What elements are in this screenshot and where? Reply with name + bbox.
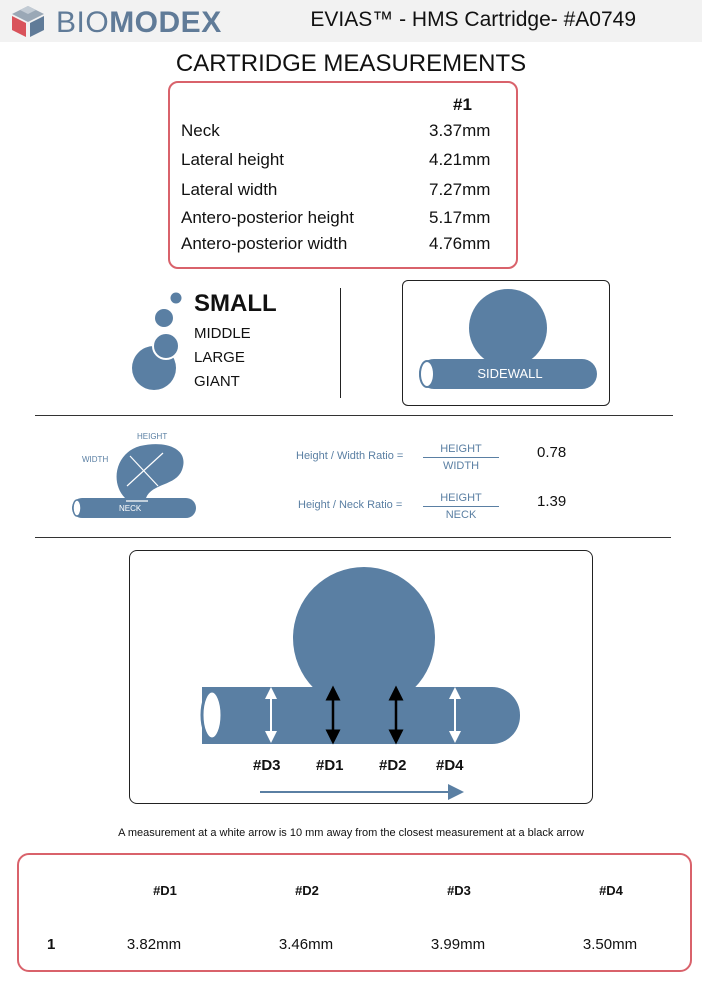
height-neck-fraction [421,492,501,521]
section-divider [35,537,671,538]
section-title: CARTRIDGE MEASUREMENTS [175,50,527,77]
height-width-fraction [421,443,501,472]
measurement-label: Antero-posterior width [181,234,348,253]
neck-label: NECK [119,504,142,513]
diameter-value: 3.46mm [278,936,334,953]
fraction-numerator: HEIGHT [440,492,482,504]
location-label: SIDEWALL [477,366,543,381]
size-class-option: MIDDLE [194,325,251,342]
measurement-label: Lateral height [181,150,285,169]
d4-label: #D4 [436,757,464,774]
height-width-ratio-value: 0.78 [537,444,567,461]
measurement-value: 4.21mm [429,150,491,169]
height-width-ratio-label: Height / Width Ratio = [296,450,404,462]
biomodex-logo [6,4,246,38]
row-index: 1 [47,936,56,953]
height-neck-ratio-value: 1.39 [537,493,567,510]
diameter-value: 3.99mm [430,936,486,953]
diameter-header: #D1 [153,883,177,898]
section-divider [35,415,673,416]
diameter-header: #D3 [447,883,471,898]
d3-label: #D3 [253,757,281,774]
ratio-diagram [70,428,205,523]
height-label: HEIGHT [137,432,168,441]
measurement-label: Antero-posterior height [181,208,354,227]
size-class-option: GIANT [194,373,240,390]
measurement-value: 7.27mm [429,180,491,199]
document-title: EVIAS™ - HMS Cartridge- #A0749 [310,8,636,31]
d1-label: #D1 [316,757,344,774]
measurements-panel [168,81,518,269]
fraction-numerator: HEIGHT [440,443,482,455]
vessel-diameter-diagram [130,551,591,802]
diameter-header: #D2 [295,883,319,898]
cube-logo-icon [8,4,48,38]
measurement-value: 4.76mm [429,234,491,253]
measurement-value: 3.37mm [429,121,491,140]
location-panel [402,280,610,406]
measurement-column-header: #1 [453,95,472,114]
diameter-value: 3.50mm [582,936,638,953]
size-class-selected: SMALL [194,290,277,317]
logo-text-light: BIO [56,6,110,39]
size-class-option: LARGE [194,349,245,366]
size-circles-icon [130,288,200,398]
vertical-divider [340,288,341,398]
sidewall-aneurysm-icon [403,281,608,403]
fraction-denominator: NECK [445,509,477,521]
logo-text-bold: MODEX [109,6,222,39]
fraction-denominator: WIDTH [442,460,480,472]
measurement-value: 5.17mm [429,208,491,227]
page-header [0,0,702,42]
width-label: WIDTH [82,455,109,464]
height-neck-ratio-label: Height / Neck Ratio = [298,499,403,511]
d2-label: #D2 [379,757,407,774]
diameter-header: #D4 [599,883,623,898]
vessel-diameter-panel [129,550,593,804]
diameter-value: 3.82mm [126,936,182,953]
diameters-table [17,853,692,972]
measurement-label: Lateral width [181,180,278,199]
measurement-label: Neck [181,121,220,140]
diagram-caption: A measurement at a white arrow is 10 mm away from the closest measurement at a black arrow [118,827,584,839]
